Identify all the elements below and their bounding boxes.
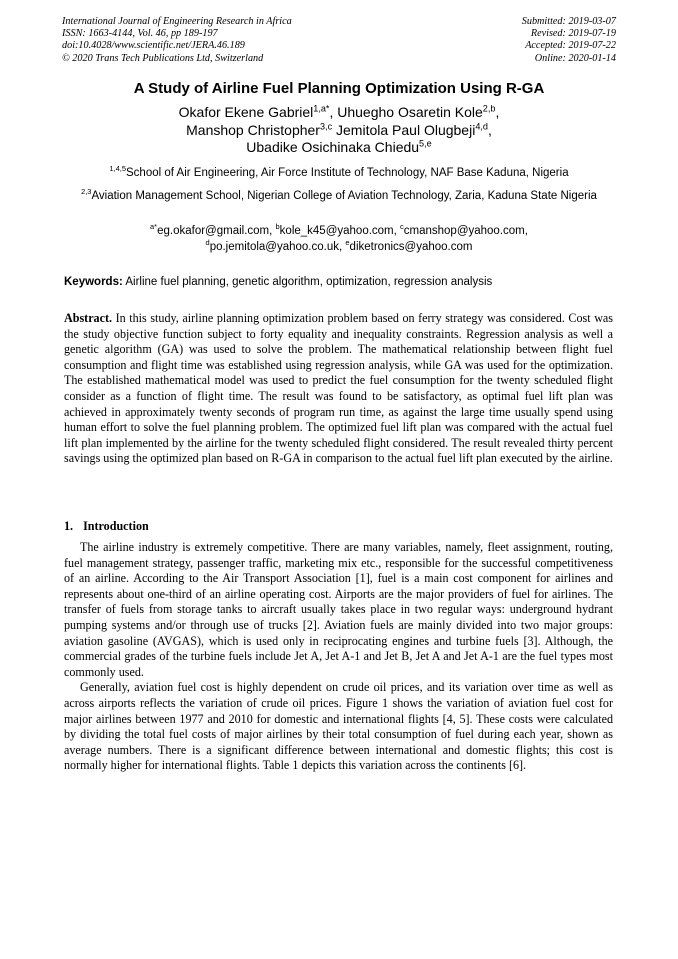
affiliation-text: School of Air Engineering, Air Force Institute of Technology, NAF Base Kaduna, Nigeria bbox=[126, 167, 569, 179]
email-link[interactable]: kole_k45@yahoo.com bbox=[279, 225, 394, 237]
abstract bbox=[64, 311, 613, 467]
author-name: Jemitola Paul Olugbeji bbox=[336, 121, 476, 138]
author-affiliation-mark: 5,e bbox=[419, 138, 432, 149]
author-affiliation-mark: 3,c bbox=[319, 120, 333, 131]
journal-issn: ISSN: 1663-4144, Vol. 46, pp 189-197 bbox=[62, 28, 218, 40]
author-list: Okafor Ekene Gabriel$^{1,a*}$, Uhuegho Osaretin Kole$^{2,b}$, Manshop Christopher$^{3,c}$ Jemitola Paul Olugbeji$^{4,d}$, Ubadike Osichinaka Chiedu$^{5,e}$ bbox=[178, 103, 500, 155]
date-accepted: Accepted: 2019-07-22 bbox=[525, 40, 616, 52]
paragraph: Generally, aviation fuel cost is highly dependent on crude oil prices, and its variation over time as well as across airports reflects the variation of crude oil prices. Figure 1 shows the variation of aviation fuel cost for major airlines between 1977 and 2010 for domestic and international flights [4, 5]. These costs were calculated by dividing the total fuel costs of major airlines by their total consumption of fuel during each year, shown as average numbers. There is a significant difference between international and domestic flights; this cost is normally higher for international flights. Table 1 depicts this variation across the continents [6]. bbox=[64, 680, 613, 773]
affiliation-mark: 2,3 bbox=[81, 187, 92, 197]
author-name: Okafor Ekene Gabriel bbox=[178, 104, 314, 120]
paragraph: The airline industry is extremely competitive. There are many variables, namely, fleet assignment, routing, fuel management strategy, passenger traffic, marketing mix etc., responsible for the successful competitiveness of an airline. According to the Air Transport Association [1], fuel is a main cost component for airlines and represents about one-third of an airline operating cost. Airports are the major providers of fuel for airlines. The transfer of fuels from storage tanks to aircraft usually takes place in two regular ways: underground hydrant pumping systems and/or through use of trucks [2]. Aviation fuels are mainly divided into two major groups: aviation gasoline (AVGAS), which is used only in reciprocating engines and turbine fuels [3]. Although, the commercial grades of the turbine fuels include Jet A, Jet A-1 and Jet B, Jet A and Jet A-1 are the fuel types most commonly used. bbox=[64, 540, 613, 679]
publication-dates bbox=[522, 16, 616, 65]
journal-name: International Journal of Engineering Research in Africa bbox=[62, 16, 292, 27]
section-title: Introduction bbox=[83, 519, 149, 533]
date-revised: Revised: 2019-07-19 bbox=[530, 28, 616, 40]
affiliation-text: Aviation Management School, Nigerian College of Aviation Technology, Zaria, Kaduna State Nigeria bbox=[91, 190, 597, 202]
author-name: Ubadike Osichinaka Chiedu bbox=[246, 139, 420, 155]
author-affiliation-mark: 4,d bbox=[475, 120, 488, 131]
author-name: Manshop Christopher bbox=[186, 121, 320, 138]
affiliation-mark: 1,4,5 bbox=[109, 164, 127, 174]
email-mark: d bbox=[205, 237, 210, 247]
email-mark: c bbox=[400, 222, 404, 232]
date-online: Online: 2020-01-14 bbox=[534, 52, 616, 64]
email-link[interactable]: po.jemitola@yahoo.co.uk bbox=[209, 240, 339, 253]
email-link[interactable]: eg.okafor@gmail.com bbox=[157, 225, 270, 237]
author-name: Uhuegho Osaretin Kole bbox=[337, 104, 483, 120]
affiliation-2 bbox=[66, 189, 612, 204]
email-link[interactable]: diketronics@yahoo.com bbox=[349, 240, 473, 253]
author-affiliation-mark: 2,b bbox=[482, 103, 496, 114]
journal-copyright: © 2020 Trans Tech Publications Ltd, Switzerland bbox=[62, 52, 264, 64]
abstract-text: In this study, airline planning optimization problem based on ferry strategy was considered. Cost was the study objective function subject to forty equality and inequality constraints. Regression analysis as well a genetic algorithm (GA) was used to solve the problem. The mathematical relationship between flight fuel consumption and flight time was established using regression analysis, while GA was used for the optimization. The established mathematical model was used to predict the fuel consumption for the twenty scheduled flight consider as a function of flight time. The result was found to be satisfactory, as optimal fuel lift plan was achieved in approximately twenty seconds of program run time, as against the large time usually spend using human effort to solve the fuel planning problem. The optimized fuel lift plan was compared with the actual fuel lift plan implemented by the airline for the twenty scheduled flight considered. The result revealed thirty percent savings using the optimized plan based on R-GA in comparison to the actual fuel lift plan executed by the airline. bbox=[64, 311, 614, 466]
date-submitted: Submitted: 2019-03-07 bbox=[521, 16, 616, 27]
email-link[interactable]: cmanshop@yahoo.com bbox=[403, 225, 525, 237]
email-mark: b bbox=[275, 222, 280, 232]
keywords-text: Airline fuel planning, genetic algorithm, optimization, regression analysis bbox=[125, 276, 493, 288]
affiliation-1 bbox=[66, 166, 612, 181]
email-mark: a* bbox=[150, 222, 158, 232]
author-emails: $^{a*}$eg.okafor@gmail.com, $^b$kole_k45@yahoo.com, $^c$cmanshop@yahoo.com, $^d$po.jemitola@yahoo.co.uk, $^e$diketronics@yahoo.com bbox=[150, 222, 528, 253]
email-mark: e bbox=[345, 237, 350, 247]
introduction-body bbox=[64, 540, 613, 774]
keywords-label: Keywords: bbox=[64, 276, 123, 288]
section-heading-introduction bbox=[64, 519, 159, 534]
keywords bbox=[64, 275, 616, 290]
author-affiliation-mark: 1,a* bbox=[313, 103, 330, 114]
paper-title: A Study of Airline Fuel Planning Optimization Using R-GA bbox=[133, 80, 545, 97]
journal-doi: doi:10.4028/www.scientific.net/JERA.46.189 bbox=[62, 40, 245, 52]
section-number: 1. bbox=[64, 519, 74, 533]
abstract-label: Abstract. bbox=[64, 311, 113, 325]
journal-info bbox=[62, 16, 292, 65]
